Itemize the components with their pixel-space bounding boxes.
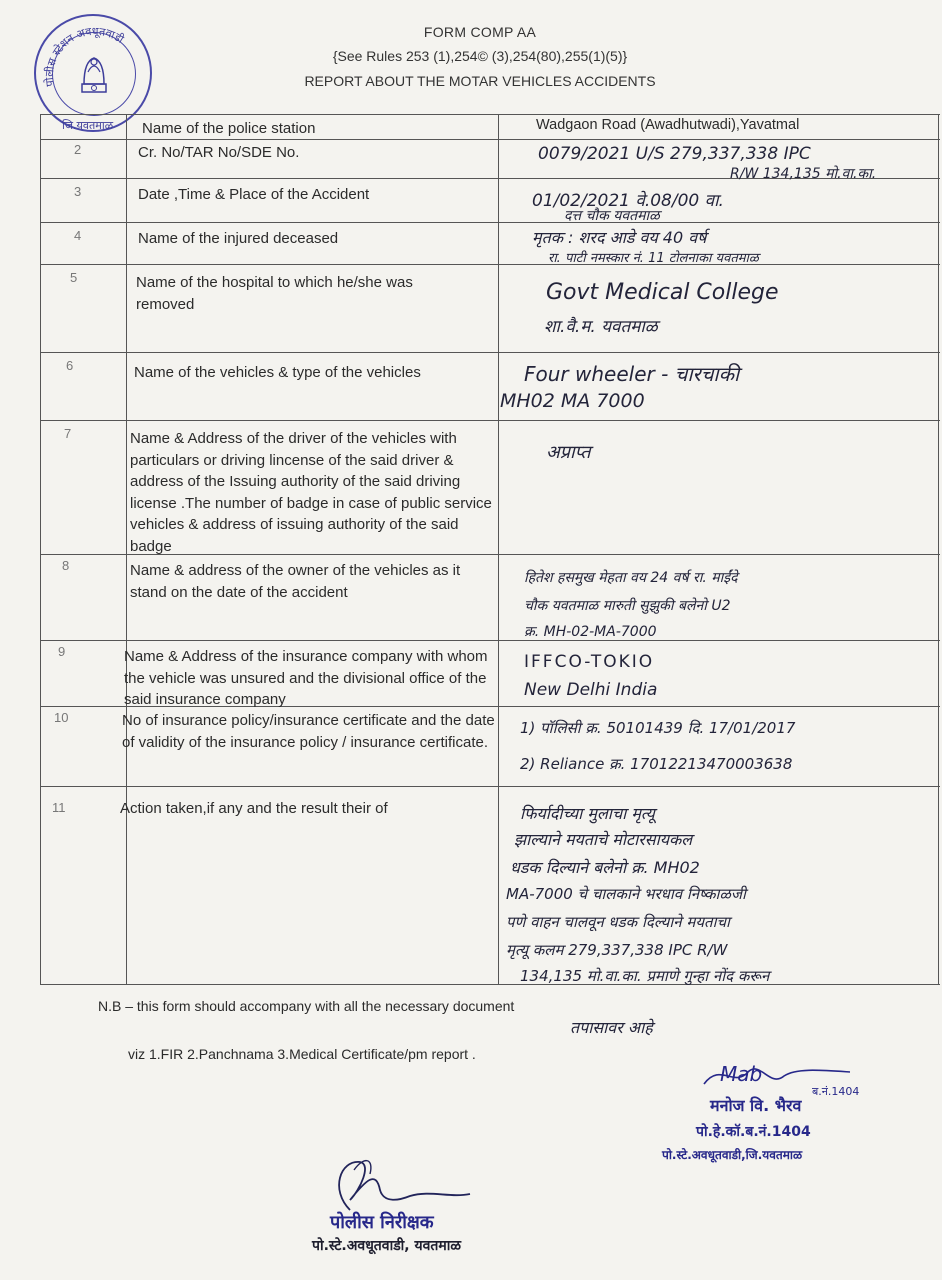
row-10-value-line-2: 2) Reliance क्र. 17012213470003638 [520, 755, 793, 773]
row-2-value-line-2: R/W 134,135 मो.वा.का. [730, 166, 877, 182]
row-11-value-line-5: पणे वाहन चालवून धडक दिल्याने मयताचा [506, 913, 730, 931]
form-rules: {See Rules 253 (1),254© (3),254(80),255(1)(5)} [332, 48, 628, 64]
row-divider [40, 114, 940, 115]
row-8-value-line-1: हितेश हसमुख मेहता वय 24 वर्ष रा. माईंदे [524, 570, 738, 586]
row-8-value-line-2: चौक यवतमाळ मारुती सुझुकी बलेनो U2 [524, 598, 731, 614]
row-3-value-line-2: दत्त चौक यवतमाळ [564, 208, 660, 224]
row-4-label: Name of the injured deceased [138, 230, 339, 247]
col-divider [40, 114, 41, 984]
row-9-value-line-2: New Delhi India [524, 680, 658, 700]
row-2-label: Cr. No/TAR No/SDE No. [138, 144, 300, 161]
inspector-station: पो.स्टे.अवधूतवाडी, यवतमाळ [312, 1238, 462, 1254]
row-8-value-line-3: क्र. MH-02-MA-7000 [524, 624, 657, 640]
row-3-value-line-1: 01/02/2021 वे.08/00 वा. [532, 191, 724, 211]
row-11-number: 11 [52, 800, 66, 815]
row-divider [40, 786, 940, 787]
row-5-value-line-2: शा.वै.म. यवतमाळ [544, 317, 658, 337]
right-signature-buckle: ब.नं.1404 [812, 1085, 860, 1098]
row-divider [40, 352, 940, 353]
nb-note-line-1: N.B – this form should accompany with all the necessary document [98, 998, 515, 1014]
svg-text:पोलीस स्टेशन अवधूतवाडी: पोलीस स्टेशन अवधूतवाडी [42, 24, 126, 88]
row-divider [40, 222, 940, 223]
row-5-label: Name of the hospital to which he/she was removed [136, 274, 413, 313]
row-1-value: Wadgaon Road (Awadhutwadi),Yavatmal [536, 117, 800, 133]
action-overflow-text: तपासावर आहे [570, 1018, 653, 1037]
row-6-label: Name of the vehicles & type of the vehicles [134, 364, 421, 381]
row-11-value-line-2: झाल्याने मयताचे मोटारसायकल [514, 830, 693, 849]
row-5-value-line-1: Govt Medical College [546, 280, 779, 305]
row-11-value-line-3: धडक दिल्याने बलेनो क्र. MH02 [510, 858, 700, 877]
form-title: FORM COMP AA [423, 24, 537, 40]
row-11-label: Action taken,if any and the result their of [120, 800, 388, 817]
row-6-value-line-1: Four wheeler - चारचाकी [524, 362, 740, 386]
row-7-number: 7 [64, 426, 72, 441]
row-8-number: 8 [62, 558, 70, 573]
row-4-value-line-2: रा. पाटी नमस्कार नं. 11 टोलनाका यवतमाळ [548, 251, 759, 266]
col-divider [938, 114, 939, 984]
row-7-label: Name & Address of the driver of the vehicles with particulars or driving lincense of the said driver & address of the Issuing authority of the said driving license .The number of badge in case of public service vehicles & address of issuing authority of the said badge [130, 430, 492, 555]
row-6-value-line-2: MH02 MA 7000 [500, 390, 645, 412]
nb-note-line-2: viz 1.FIR 2.Panchnama 3.Medical Certificate/pm report . [128, 1046, 476, 1062]
row-divider [40, 264, 940, 265]
row-10-value-line-1: 1) पॉलिसी क्र. 50101439 दि. 17/01/2017 [520, 719, 796, 737]
row-2-value-line-1: 0079/2021 U/S 279,337,338 IPC [538, 144, 811, 164]
row-9-value-line-1: IFFCO-TOKIO [524, 652, 655, 672]
row-10-label: No of insurance policy/insurance certificate and the date of validity of the insurance policy / insurance certificate. [122, 712, 495, 751]
col-divider [126, 114, 127, 984]
right-signature-station: पो.स्टे.अवधूतवाडी,जि.यवतमाळ [662, 1148, 803, 1162]
row-9-label: Name & Address of the insurance company with whom the vehicle was unsured and the divisional office of the said insurance company [124, 648, 488, 708]
row-divider [40, 984, 940, 985]
right-signature-scrawl: Mab [720, 1062, 763, 1086]
report-title: REPORT ABOUT THE MOTAR VEHICLES ACCIDENTS [304, 73, 656, 89]
row-1-label: Name of the police station [142, 120, 316, 137]
row-divider [40, 640, 940, 641]
row-8-label: Name & address of the owner of the vehicles as it stand on the date of the accident [130, 562, 461, 601]
right-signature-designation: पो.हे.कॉ.ब.नं.1404 [696, 1124, 811, 1140]
row-3-number: 3 [74, 184, 82, 199]
row-10-number: 10 [54, 710, 69, 725]
row-6-number: 6 [66, 358, 74, 373]
row-11-value-line-1: फिर्यादीच्या मुलाचा मृत्यू [520, 804, 655, 823]
row-5-number: 5 [70, 270, 78, 285]
row-4-number: 4 [74, 228, 82, 243]
row-11-value-line-4: MA-7000 चे चालकाने भरधाव निष्काळजी [506, 885, 746, 903]
accident-details-table [40, 114, 940, 984]
inspector-title: पोलीस निरीक्षक [330, 1212, 434, 1233]
row-11-value-line-6: मृत्यू कलम 279,337,338 IPC R/W [506, 941, 728, 959]
row-3-label: Date ,Time & Place of the Accident [138, 186, 370, 203]
row-divider [40, 420, 940, 421]
row-2-number: 2 [74, 142, 82, 157]
row-4-value-line-1: मृतक : शरद आडे वय 40 वर्ष [532, 228, 707, 247]
row-7-value: अप्राप्त [546, 442, 591, 463]
row-9-number: 9 [58, 644, 66, 659]
right-signature-name: मनोज वि. भैरव [710, 1096, 802, 1115]
row-11-value-line-7: 134,135 मो.वा.का. प्रमाणे गुन्हा नोंद करून [520, 967, 770, 985]
col-divider [498, 114, 499, 984]
seal-station-label: जि.यवतमाळ [62, 119, 114, 132]
